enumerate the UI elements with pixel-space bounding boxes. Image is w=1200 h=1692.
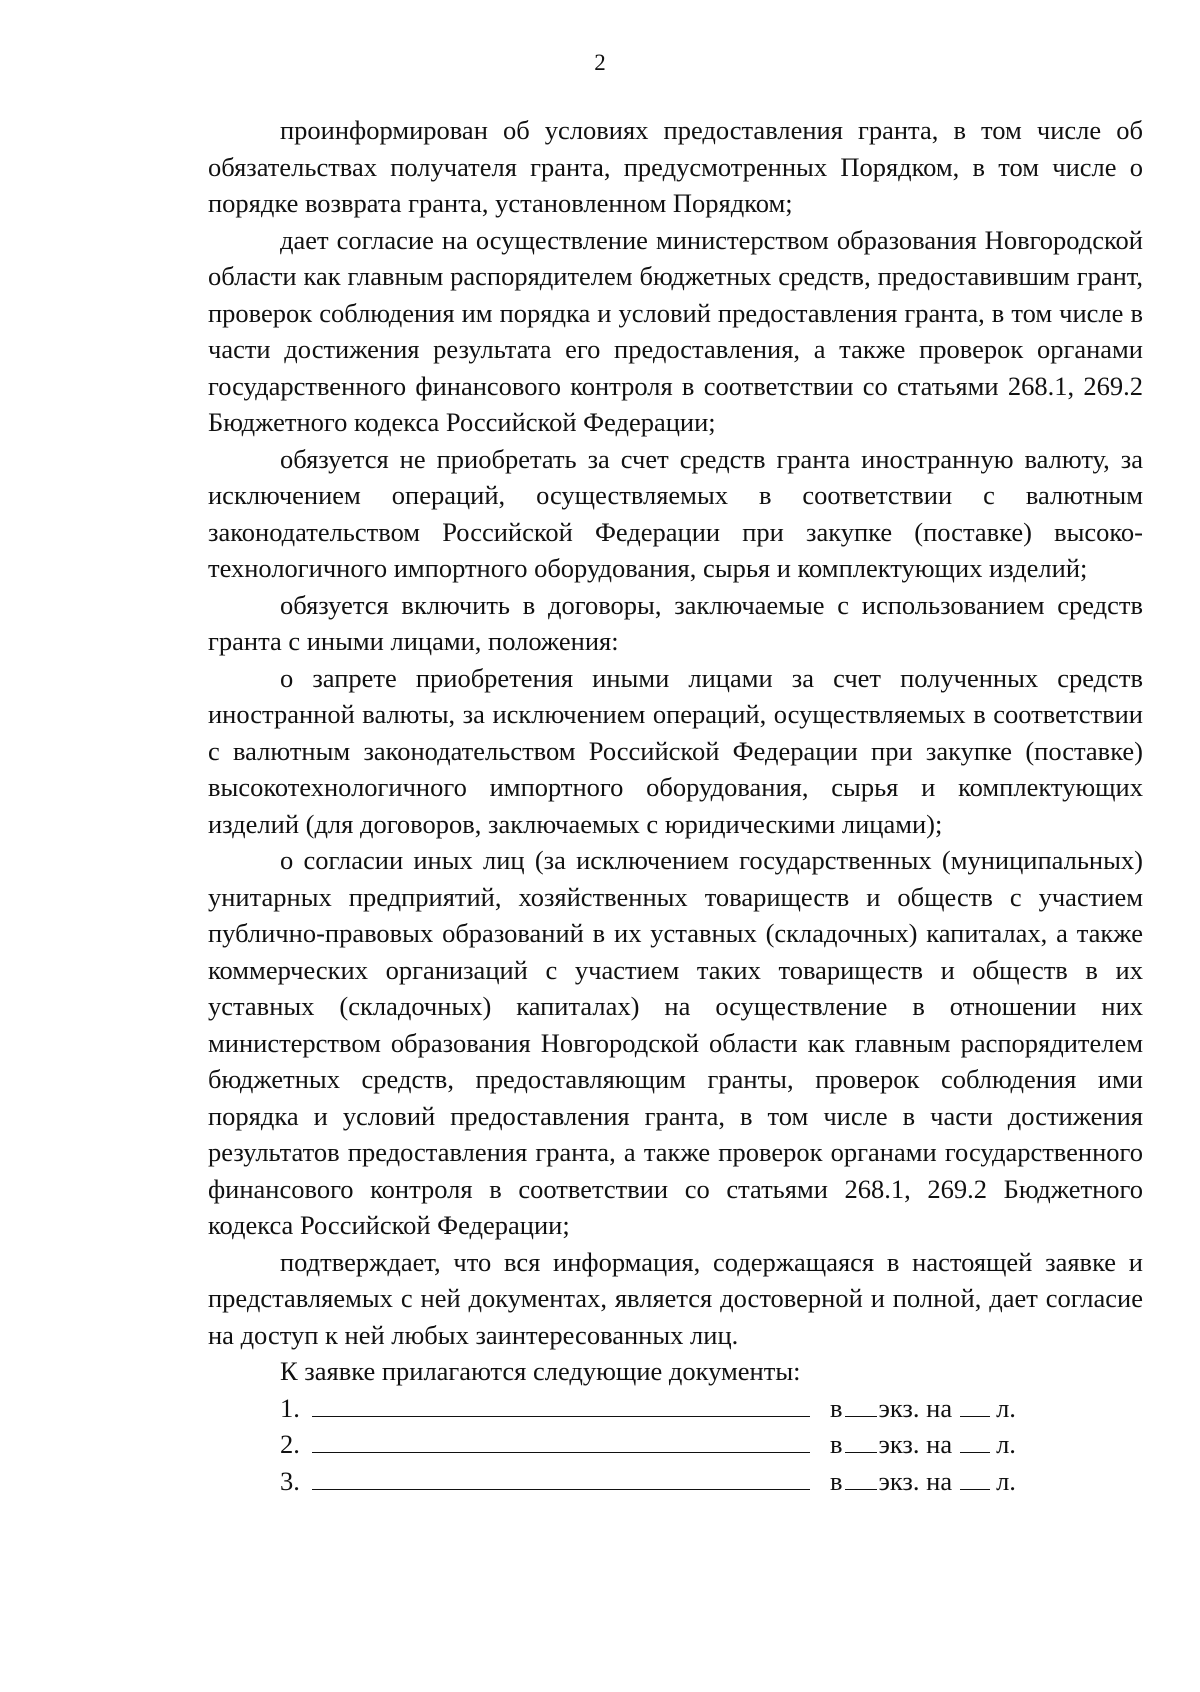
attachment-sheets-blank[interactable] (960, 1488, 990, 1490)
paragraph-no-foreign-currency: обязуется не приобретать за счет средств гранта иностранную валюту, за исключением операций, осуществляемых в соответствии с валютным законодательством Российской Федерации при закупке (поставке) высоко-технологичного импортного оборудования, сырья и комплектующих изделий; (208, 443, 1143, 583)
paragraph-currency-prohibition: о запрете приобретения иными лицами за счет полученных средств иностранной валюты, за исключением операций, осуществляемых в соответствии с валютным законодательством Российской Федерации при закупке (поставке) высокотехнологичного импортного оборудования, сырья и комплектующих изделий (для договоров, заключаемых с юридическими лицами); (208, 662, 1143, 839)
attachment-sheets-label: л. (996, 1465, 1016, 1496)
attachment-name-blank[interactable] (312, 1451, 810, 1453)
attachment-row (208, 1426, 1143, 1463)
paragraph-consent-inspections: дает согласие на осуществление министерством образования Новгородской области как главным распорядителем бюджетных средств, предоставившим грант, проверок соблюдения им порядка и условий предоставления гранта, в том числе в части достижения результата его предоставления, а также проверок органами государственного финансового контроля в соответствии со статьями 268.1, 269.2 Бюджетного кодекса Российской Федерации; (208, 224, 1143, 437)
attachments-list (208, 1390, 1143, 1500)
attachment-sheets-label: л. (996, 1429, 1016, 1459)
attachment-number: 2. (280, 1429, 300, 1459)
attachment-sheets-blank[interactable] (960, 1415, 990, 1417)
attachment-row (208, 1463, 1143, 1500)
page-number: 2 (594, 50, 606, 75)
paragraph-confirmation: подтверждает, что вся информация, содержащаяся в настоящей заявке и представляемых с ней документах, является достоверной и полной, дает согласие на доступ к ней любых заинтересованных лиц. (208, 1246, 1143, 1350)
attachment-in-label: в (830, 1465, 843, 1496)
attachment-copies-label: экз. на (878, 1392, 953, 1423)
attachment-sheets-label: л. (996, 1392, 1016, 1423)
attachment-name-blank[interactable] (312, 1415, 810, 1417)
attachment-copies-blank[interactable] (845, 1451, 877, 1453)
paragraph-informed: проинформирован об условиях предоставления гранта, в том числе об обязательствах получателя гранта, предусмотренных Порядком, в том числе о порядке возврата гранта, установленном Порядком; (208, 115, 1143, 218)
attachment-copies-label: экз. на (878, 1465, 953, 1496)
attachment-in-label: в (830, 1429, 843, 1459)
document-body (208, 112, 1143, 1499)
attachment-name-blank[interactable] (312, 1488, 810, 1490)
paragraph-third-party-consent: о согласии иных лиц (за исключением государственных (муниципальных) унитарных предприятий, хозяйственных товариществ и обществ с участием публично-правовых образований в их уставных (складочных) капиталах, а также коммерческих организаций с участием таких товариществ и обществ в их уставных (складочных) капиталах) на осуществление в отношении них министерством образования Новгородской области как главным распорядителем бюджетных средств, предоставляющим гранты, проверок соблюдения ими порядка и условий предоставления гранта, в том числе в части достижения результатов предоставления гранта, а также проверок органами государственного финансового контроля в соответствии со статьями 268.1, 269.2 Бюджетного кодекса Российской Федерации; (208, 845, 1143, 1240)
paragraph-contract-provisions: обязуется включить в договоры, заключаемые с использованием средств гранта с иными лицами, положения: (208, 589, 1143, 656)
attachment-number: 3. (280, 1465, 300, 1496)
attachment-sheets-blank[interactable] (960, 1451, 990, 1453)
attachment-copies-label: экз. на (878, 1429, 953, 1459)
attachment-in-label: в (830, 1392, 843, 1423)
attachment-copies-blank[interactable] (845, 1415, 877, 1417)
attachment-row (208, 1390, 1143, 1427)
attachments-heading: К заявке прилагаются следующие документы: (280, 1356, 801, 1386)
attachment-copies-blank[interactable] (845, 1488, 877, 1490)
attachment-number: 1. (280, 1392, 300, 1423)
